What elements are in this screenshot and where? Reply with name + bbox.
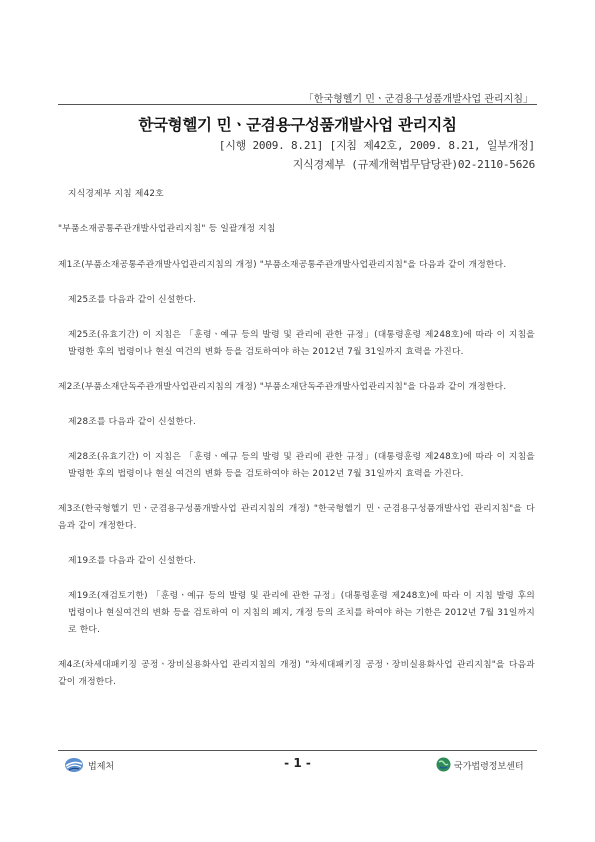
document-body [58, 186, 535, 691]
article-paragraph: 제19조(재검토기한) 「훈령ㆍ예규 등의 발령 및 관리에 관한 규정」(대통령훈령 제248호)에 따라 이 지침 발령 후의 법령이나 현실여건의 변화 등을 검토하여 이 지침의 폐지, 개정 등의 조치를 하여야 하는 기한은 2012년 7월 31일까지로 한다. [68, 591, 535, 635]
article-paragraph: 제25조를 다음과 같이 신설한다. [68, 295, 196, 305]
header-divider [58, 104, 537, 105]
footer-divider [58, 750, 537, 751]
footer-left-label: 법제처 [88, 762, 115, 772]
article-paragraph: 제19조를 다음과 같이 신설한다. [68, 556, 196, 566]
footer-law-center [436, 757, 524, 775]
article-paragraph: 제2조(부품소재단독주관개발사업관리지침의 개정) "부품소재단독주관개발사업관리지침"을 다음과 같이 개정한다. [58, 382, 507, 392]
globe-logo-icon [436, 765, 451, 775]
article-paragraph: 제28조를 다음과 같이 신설한다. [68, 417, 196, 427]
directive-subject: "부품소재공통주관개발사업관리지침" 등 일괄개정 지침 [58, 224, 276, 234]
article-paragraph: 제3조(한국형헬기 민ㆍ군겸용구성품개발사업 관리지침의 개정) "한국형헬기 민ㆍ군겸용구성품개발사업 관리지침"을 다음과 같이 개정한다. [58, 504, 535, 531]
running-header: 「한국형헬기 민ㆍ군겸용구성품개발사업 관리지침」 [303, 94, 533, 105]
revision-info: [시행 2009. 8.21] [지침 제42호, 2009. 8.21, 일부개정] [218, 139, 535, 152]
directive-number: 지식경제부 지침 제42호 [68, 189, 164, 199]
document-title: 한국형헬기 민ㆍ군겸용구성품개발사업 관리지침 [138, 116, 457, 134]
page-number: - 1 - [284, 756, 311, 770]
footer-right-label: 국가법령정보센터 [454, 762, 524, 772]
department-contact: 지식경제부 (규제개혁법무담당관)02-2110-5626 [292, 158, 535, 171]
article-paragraph: 제28조(유효기간) 이 지침은 「훈령ㆍ예규 등의 발령 및 관리에 관한 규정」(대통령훈령 제248호)에 따라 이 지침을 발령한 후의 법령이나 현실 여건의 변화 등을 검토하여야 하는 2012년 7월 31일까지 효력을 가진다. [68, 452, 535, 479]
article-paragraph: 제25조(유효기간) 이 지침은 「훈령ㆍ예규 등의 발령 및 관리에 관한 규정」(대통령훈령 제248호)에 따라 이 지침을 발령한 후의 법령이나 현실 여건의 변화 등을 검토하여야 하는 2012년 7월 31일까지 효력을 가진다. [68, 330, 535, 357]
article-paragraph: 제1조(부품소재공통주관개발사업관리지침의 개정) "부품소재공통주관개발사업관리지침"을 다음과 같이 개정한다. [58, 260, 507, 270]
article-paragraph: 제4조(차세대패키징 공정ㆍ장비실용화사업 관리지침의 개정) "차세대패키징 공정ㆍ장비실용화사업 관리지침"을 다음과 같이 개정한다. [58, 660, 535, 687]
